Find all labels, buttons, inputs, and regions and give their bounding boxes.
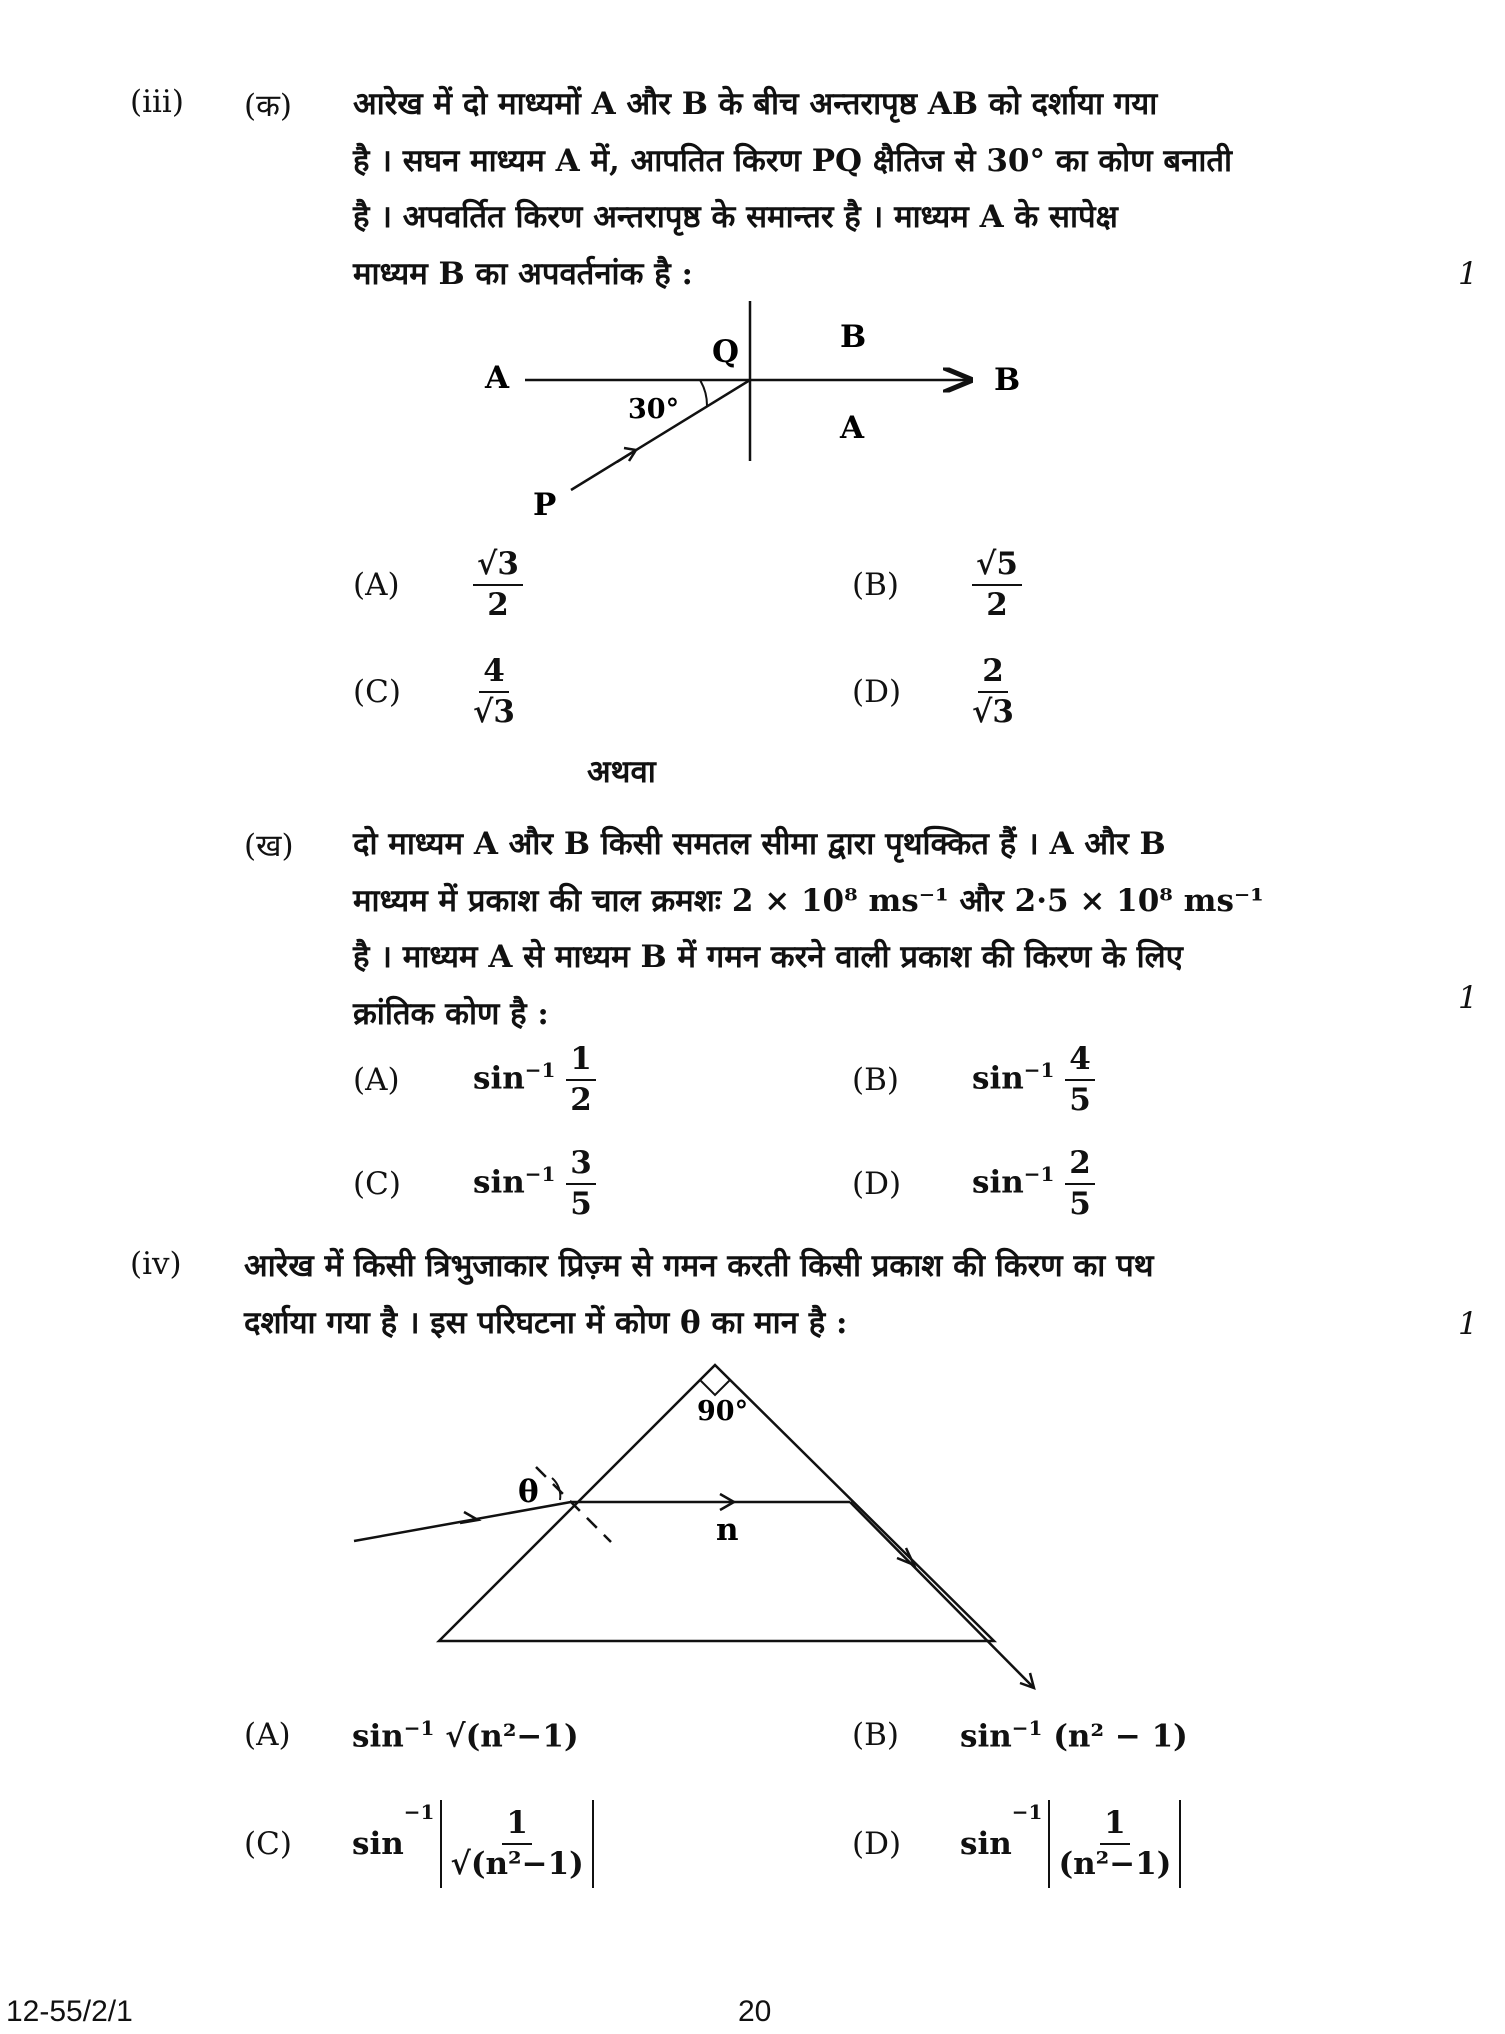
option-a[interactable] [353, 545, 523, 625]
option-c[interactable] [353, 652, 515, 732]
option-value: sin −1 $\frac{1}{\text{√(n²−1)}}$ [352, 1800, 594, 1888]
part-label: (क) [244, 88, 292, 124]
ray-arrow [617, 448, 636, 462]
text-line: आरेख में दो माध्यमों A और B के बीच अन्तरापृष्ठ AB को दर्शाया गया [353, 86, 1158, 122]
option-value: $\frac{√5}{2}$ [972, 545, 1022, 625]
text-line: माध्यम B का अपवर्तनांक है : [353, 255, 693, 292]
angle-arc [700, 380, 707, 406]
apex-angle-label: 90° [697, 1396, 749, 1427]
option-label: (B) [852, 1061, 899, 1098]
text-line: दो माध्यम A और B किसी समतल सीमा द्वारा पृथक्कित हैं । A और B [353, 826, 1166, 862]
option-value: sin −1 $\frac{1}{\text{(n²−1)}}$ [960, 1800, 1181, 1888]
option-b[interactable] [852, 1716, 1188, 1754]
option-d[interactable] [852, 1800, 1181, 1888]
option-value: $\sin^{-1}$ $\frac{4}{5}$ [972, 1040, 1095, 1120]
text-line: है । माध्यम A से माध्यम B में गमन करने वाली प्रकाश की किरण के लिए [353, 939, 1183, 975]
option-value: $\frac{4}{√3}$ [473, 653, 515, 730]
option-a[interactable] [353, 1040, 596, 1120]
option-value: $\sin^{-1}$ $\frac{3}{5}$ [473, 1144, 596, 1224]
option-d[interactable] [852, 652, 1014, 732]
option-c[interactable] [353, 1144, 596, 1224]
option-a[interactable] [244, 1716, 579, 1754]
or-divider: अथवा [587, 754, 656, 790]
theta-arc [552, 1478, 560, 1500]
option-value: $\frac{√3}{2}$ [473, 545, 523, 625]
text-line: दर्शाया गया है । इस परिघटना में कोण θ का मान है : [244, 1304, 848, 1341]
marks: 1 [1458, 1306, 1478, 1342]
question-text [353, 816, 1395, 1042]
label-A-bottom: A [840, 410, 865, 446]
option-label: (A) [353, 1061, 400, 1098]
option-label: (A) [353, 566, 400, 603]
option-value: $\sin^{-1}$ $\frac{2}{5}$ [972, 1144, 1095, 1224]
option-label: (B) [852, 1717, 899, 1754]
option-value: $\sin^{-1} (n^2 - 1)$ [960, 1716, 1188, 1755]
paper-code: 12-55/2/1 [6, 1995, 133, 2028]
angle-label: 30° [628, 394, 680, 425]
option-b[interactable] [852, 545, 1022, 625]
option-label: (C) [353, 673, 401, 710]
option-label: (A) [244, 1717, 291, 1754]
label-Q: Q [712, 334, 740, 370]
text-line: है । अपवर्तित किरण अन्तरापृष्ठ के समान्तर है । माध्यम A के सापेक्ष [353, 199, 1118, 235]
question-number: (iv) [130, 1246, 182, 1282]
option-value: $\frac{2}{√3}$ [972, 653, 1014, 730]
label-B-right: B [994, 362, 1021, 398]
option-b[interactable] [852, 1040, 1095, 1120]
emergent-ray [850, 1502, 1034, 1688]
option-label: (C) [353, 1165, 401, 1202]
option-c[interactable] [244, 1800, 594, 1888]
question-number: (iii) [130, 84, 184, 120]
text-line: माध्यम में प्रकाश की चाल क्रमशः 2 × 10⁸ ms⁻¹ और 2·5 × 10⁸ ms⁻¹ [353, 882, 1264, 919]
right-angle-mark [700, 1365, 730, 1395]
option-value: $\sin^{-1} √(n^2-1)$ [352, 1716, 579, 1755]
option-label: (B) [852, 566, 899, 603]
text-line: आरेख में किसी त्रिभुजाकार प्रिज़्म से गमन करती किसी प्रकाश की किरण का पथ [244, 1248, 1154, 1284]
option-label: (D) [852, 673, 902, 710]
part-label: (ख) [244, 828, 294, 864]
label-A-left: A [485, 360, 510, 396]
marks: 1 [1458, 256, 1478, 292]
ray-arrow [460, 1512, 478, 1523]
text-line: है । सघन माध्यम A में, आपतित किरण PQ क्षैतिज से 30° का कोण बनाती [353, 142, 1233, 179]
label-P: P [533, 487, 557, 523]
option-label: (D) [852, 1825, 902, 1862]
option-value: $\sin^{-1}$ $\frac{1}{2}$ [473, 1040, 596, 1120]
text-line: क्रांतिक कोण है : [353, 995, 549, 1032]
option-label: (C) [244, 1825, 292, 1862]
question-text [244, 1238, 1395, 1351]
page-number: 20 [738, 1995, 772, 2028]
marks: 1 [1458, 980, 1478, 1016]
option-d[interactable] [852, 1144, 1095, 1224]
normal-dashed [536, 1467, 611, 1542]
theta-label: θ [518, 1474, 539, 1510]
label-B-top: B [840, 319, 867, 355]
option-label: (D) [852, 1165, 902, 1202]
n-label: n [716, 1512, 739, 1548]
